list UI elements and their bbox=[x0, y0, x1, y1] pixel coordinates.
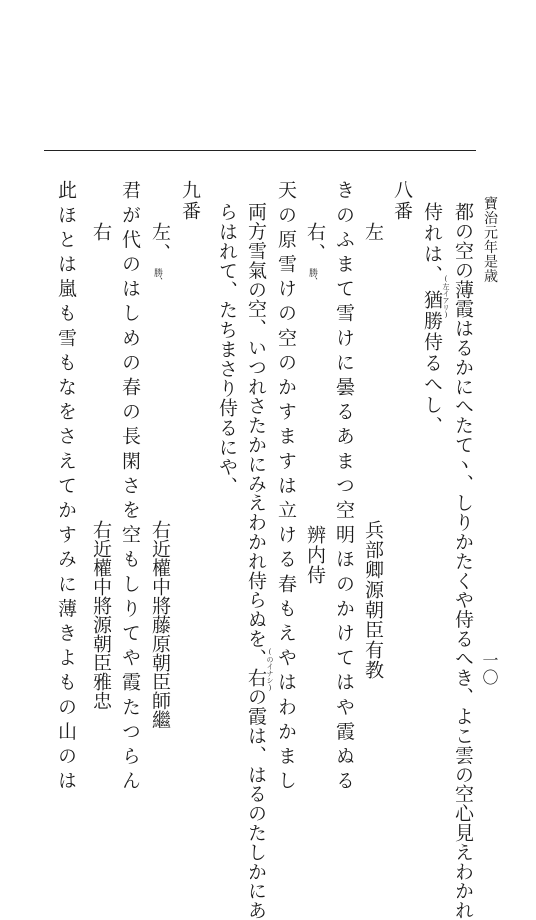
round-9-winner-mark: 勝、 bbox=[152, 268, 162, 286]
judgment-line-2b: 猶勝侍るへし、 bbox=[421, 290, 443, 437]
judgment-line-2a: 侍れは、 bbox=[421, 202, 443, 286]
round-9-right-poet: 右近權中將源朝臣雅忠 bbox=[90, 520, 112, 710]
page-number: 一〇 bbox=[480, 652, 499, 686]
round-8-judgment-1: 両方雪氣の空、いつれさたかにみえわかれ侍らぬを、右の霞は、はるのたしかにあ bbox=[245, 202, 267, 920]
round-9-heading: 九番 bbox=[179, 180, 201, 222]
round-8-left-label: 左 bbox=[362, 222, 384, 243]
round-8-left-poem: きのふまて雪けに曇るあまつ空明ほのかけてはや霞ぬる bbox=[333, 180, 355, 795]
round-9-left-label: 左、 bbox=[149, 222, 171, 264]
round-8-left-poet: 兵部卿源朝臣有教 bbox=[362, 520, 384, 680]
round-8-heading: 八番 bbox=[391, 180, 413, 222]
running-title: 寶治元年是歳 bbox=[482, 196, 498, 283]
round-9-left-poem: 君が代のはしめの春の長閑さを空もしりてや霞たつらん bbox=[119, 180, 141, 795]
round-8-right-poet: 辨内侍 bbox=[304, 525, 326, 585]
round-9-right-poem: 此ほとは嵐も雪もなをさえてかすみに薄きよもの山のは bbox=[55, 180, 77, 795]
round-8-right-poem: 天の原雪けの空のかすますは立ける春もえやはわかまし bbox=[275, 180, 297, 795]
header-rule bbox=[44, 150, 476, 151]
judgment-line-1: 都の空の薄霞はるかにへたてヽ、しりかたくや侍るへき、よこ雲の空心見えわかれ bbox=[452, 202, 474, 920]
round-8-winner-mark: 勝、 bbox=[307, 268, 317, 286]
ruby-note-1: (左イアリ) bbox=[442, 275, 450, 319]
round-8-judgment-2: らはれて、たちまさり侍るにや、 bbox=[216, 202, 238, 496]
round-9-right-label: 右 bbox=[90, 222, 112, 243]
round-9-left-poet: 右近權中將藤原朝臣師繼 bbox=[149, 520, 171, 729]
round-8-right-label: 右、 bbox=[304, 222, 326, 264]
ruby-note-2: (のイナシ) bbox=[266, 648, 274, 692]
